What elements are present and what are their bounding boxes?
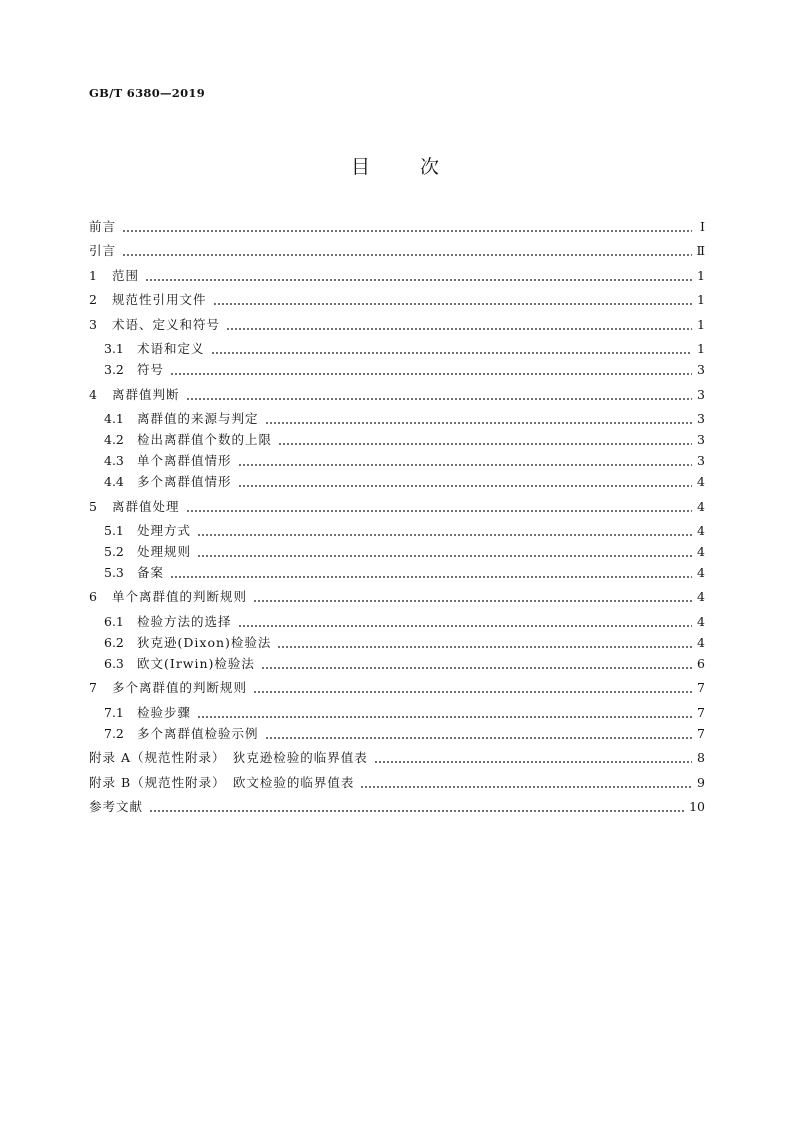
toc-entry-number: 4.2 bbox=[104, 432, 124, 448]
dot-leader bbox=[277, 646, 692, 648]
toc-entry-page: 3 bbox=[697, 362, 705, 378]
toc-entry-page: 9 bbox=[697, 774, 705, 790]
toc-entry-page: 4 bbox=[697, 522, 705, 538]
dot-leader bbox=[211, 352, 692, 354]
dot-leader bbox=[265, 737, 692, 739]
toc-entry bbox=[89, 749, 705, 773]
dot-leader bbox=[360, 786, 692, 788]
dot-leader bbox=[186, 510, 692, 512]
toc-entry-page: 3 bbox=[697, 386, 705, 402]
dot-leader bbox=[122, 230, 692, 232]
toc-entry-number: 3 bbox=[89, 316, 97, 332]
toc-entry-number: 6.3 bbox=[104, 655, 124, 671]
toc-entry-title: 引言 bbox=[89, 243, 117, 259]
dot-leader bbox=[265, 422, 692, 424]
toc-entry bbox=[89, 242, 705, 266]
toc-entry-page: 1 bbox=[697, 341, 705, 357]
toc-subentry bbox=[89, 452, 705, 473]
toc-entry-number: 1 bbox=[89, 267, 97, 283]
toc-entry-number: 6.2 bbox=[104, 634, 124, 650]
toc-subentry bbox=[89, 634, 705, 655]
toc-entry-title: 离群值的来源与判定 bbox=[137, 411, 259, 427]
toc-entry-page: 1 bbox=[697, 267, 705, 283]
toc-entry-number: 3.1 bbox=[104, 341, 124, 357]
dot-leader bbox=[149, 810, 684, 812]
toc-subentry bbox=[89, 725, 705, 749]
toc-entry-number: 6.1 bbox=[104, 613, 124, 629]
toc-entry-number: 4 bbox=[89, 386, 97, 402]
toc-entry-page: 7 bbox=[697, 725, 705, 741]
toc-entry-page: 3 bbox=[697, 411, 705, 427]
toc-entry-number: 3.2 bbox=[104, 362, 124, 378]
toc-entry-title: 附录 A（规范性附录） 狄克逊检验的临界值表 bbox=[89, 750, 368, 766]
toc-entry bbox=[89, 774, 705, 798]
toc-entry-page: 8 bbox=[697, 750, 705, 766]
toc-entry-number: 5.2 bbox=[104, 543, 124, 559]
toc-entry-number: 5.1 bbox=[104, 522, 124, 538]
toc-entry-title: 离群值处理 bbox=[112, 498, 180, 514]
toc-entry-page: 4 bbox=[697, 634, 705, 650]
toc-entry-page: 4 bbox=[697, 564, 705, 580]
toc-entry-title: 术语和定义 bbox=[137, 341, 205, 357]
dot-leader bbox=[170, 576, 692, 578]
toc-entry-page: 4 bbox=[697, 498, 705, 514]
toc-entry-page: 6 bbox=[697, 655, 705, 671]
toc-entry bbox=[89, 316, 705, 340]
toc-entry bbox=[89, 386, 705, 410]
toc-entry-title: 狄克逊(Dixon)检验法 bbox=[137, 634, 272, 650]
toc-entry-title: 范围 bbox=[112, 267, 140, 283]
table-of-contents bbox=[89, 218, 705, 822]
toc-entry-number: 7.1 bbox=[104, 704, 124, 720]
toc-entry bbox=[89, 291, 705, 315]
toc-entry-title: 参考文献 bbox=[89, 799, 144, 814]
toc-entry-page: 1 bbox=[697, 316, 705, 332]
toc-entry-title: 离群值判断 bbox=[112, 386, 180, 402]
toc-entry-page: 7 bbox=[697, 704, 705, 720]
toc-entry bbox=[89, 498, 705, 522]
toc-entry-title: 多个离群值检验示例 bbox=[137, 725, 259, 741]
toc-entry bbox=[89, 679, 705, 703]
toc-subentry bbox=[89, 410, 705, 431]
toc-entry-title: 处理方式 bbox=[137, 522, 192, 538]
toc-entry bbox=[89, 798, 705, 822]
toc-entry-page: 4 bbox=[697, 613, 705, 629]
toc-entry-number: 5 bbox=[89, 498, 97, 514]
toc-entry-page: 1 bbox=[697, 292, 705, 308]
toc-subentry bbox=[89, 361, 705, 385]
toc-entry-title: 多个离群值情形 bbox=[137, 474, 232, 490]
dot-leader bbox=[197, 716, 692, 718]
toc-subentry bbox=[89, 655, 705, 679]
dot-leader bbox=[197, 555, 692, 557]
toc-entry-number: 4.1 bbox=[104, 411, 124, 427]
toc-entry bbox=[89, 267, 705, 291]
toc-entry-title: 处理规则 bbox=[137, 543, 192, 559]
toc-entry-title: 检验步骤 bbox=[137, 704, 192, 720]
toc-subentry bbox=[89, 704, 705, 725]
toc-entry-title: 附录 B（规范性附录） 欧文检验的临界值表 bbox=[89, 774, 355, 790]
dot-leader bbox=[261, 667, 692, 669]
dot-leader bbox=[238, 625, 692, 627]
toc-entry-title: 检出离群值个数的上限 bbox=[137, 432, 273, 448]
toc-entry-page: 7 bbox=[697, 680, 705, 696]
toc-subentry bbox=[89, 431, 705, 452]
toc-entry-page: Ⅱ bbox=[696, 243, 705, 259]
toc-entry-number: 7 bbox=[89, 680, 97, 696]
dot-leader bbox=[374, 761, 692, 763]
dot-leader bbox=[253, 600, 692, 602]
toc-entry-title: 欧文(Irwin)检验法 bbox=[137, 655, 255, 671]
standard-number: GB/T 6380—2019 bbox=[89, 86, 206, 100]
page-title: 目 次 bbox=[350, 156, 443, 178]
dot-leader bbox=[226, 328, 692, 330]
toc-entry-number: 2 bbox=[89, 292, 97, 308]
toc-subentry bbox=[89, 522, 705, 543]
dot-leader bbox=[170, 373, 692, 375]
toc-entry bbox=[89, 218, 705, 242]
toc-entry-number: 7.2 bbox=[104, 725, 124, 741]
toc-entry-title: 备案 bbox=[137, 564, 165, 580]
toc-entry bbox=[89, 588, 705, 612]
toc-subentry bbox=[89, 543, 705, 564]
dot-leader bbox=[145, 279, 692, 281]
toc-entry-title: 规范性引用文件 bbox=[112, 292, 207, 308]
dot-leader bbox=[278, 443, 692, 445]
toc-entry-number: 4.4 bbox=[104, 474, 124, 490]
toc-subentry bbox=[89, 564, 705, 588]
toc-entry-page: 4 bbox=[697, 474, 705, 490]
toc-entry-number: 4.3 bbox=[104, 453, 124, 469]
dot-leader bbox=[213, 303, 692, 305]
dot-leader bbox=[122, 254, 691, 256]
toc-subentry bbox=[89, 340, 705, 361]
dot-leader bbox=[186, 398, 692, 400]
toc-entry-number: 6 bbox=[89, 589, 97, 605]
toc-entry-title: 单个离群值的判断规则 bbox=[112, 589, 248, 605]
toc-entry-title: 多个离群值的判断规则 bbox=[112, 680, 248, 696]
toc-subentry bbox=[89, 613, 705, 634]
toc-entry-title: 检验方法的选择 bbox=[137, 613, 232, 629]
dot-leader bbox=[238, 485, 692, 487]
toc-entry-page: 4 bbox=[697, 589, 705, 605]
toc-subentry bbox=[89, 473, 705, 497]
toc-entry-page: 3 bbox=[697, 432, 705, 448]
toc-entry-title: 前言 bbox=[89, 219, 117, 234]
dot-leader bbox=[253, 691, 692, 693]
toc-entry-number: 5.3 bbox=[104, 564, 124, 580]
toc-entry-title: 符号 bbox=[137, 362, 165, 378]
toc-entry-page: 4 bbox=[697, 543, 705, 559]
dot-leader bbox=[238, 464, 692, 466]
toc-entry-title: 术语、定义和符号 bbox=[112, 316, 221, 332]
toc-entry-page: 3 bbox=[697, 453, 705, 469]
toc-entry-page: Ⅰ bbox=[700, 219, 705, 234]
toc-entry-title: 单个离群值情形 bbox=[137, 453, 232, 469]
toc-entry-page: 10 bbox=[689, 799, 705, 814]
dot-leader bbox=[197, 534, 692, 536]
